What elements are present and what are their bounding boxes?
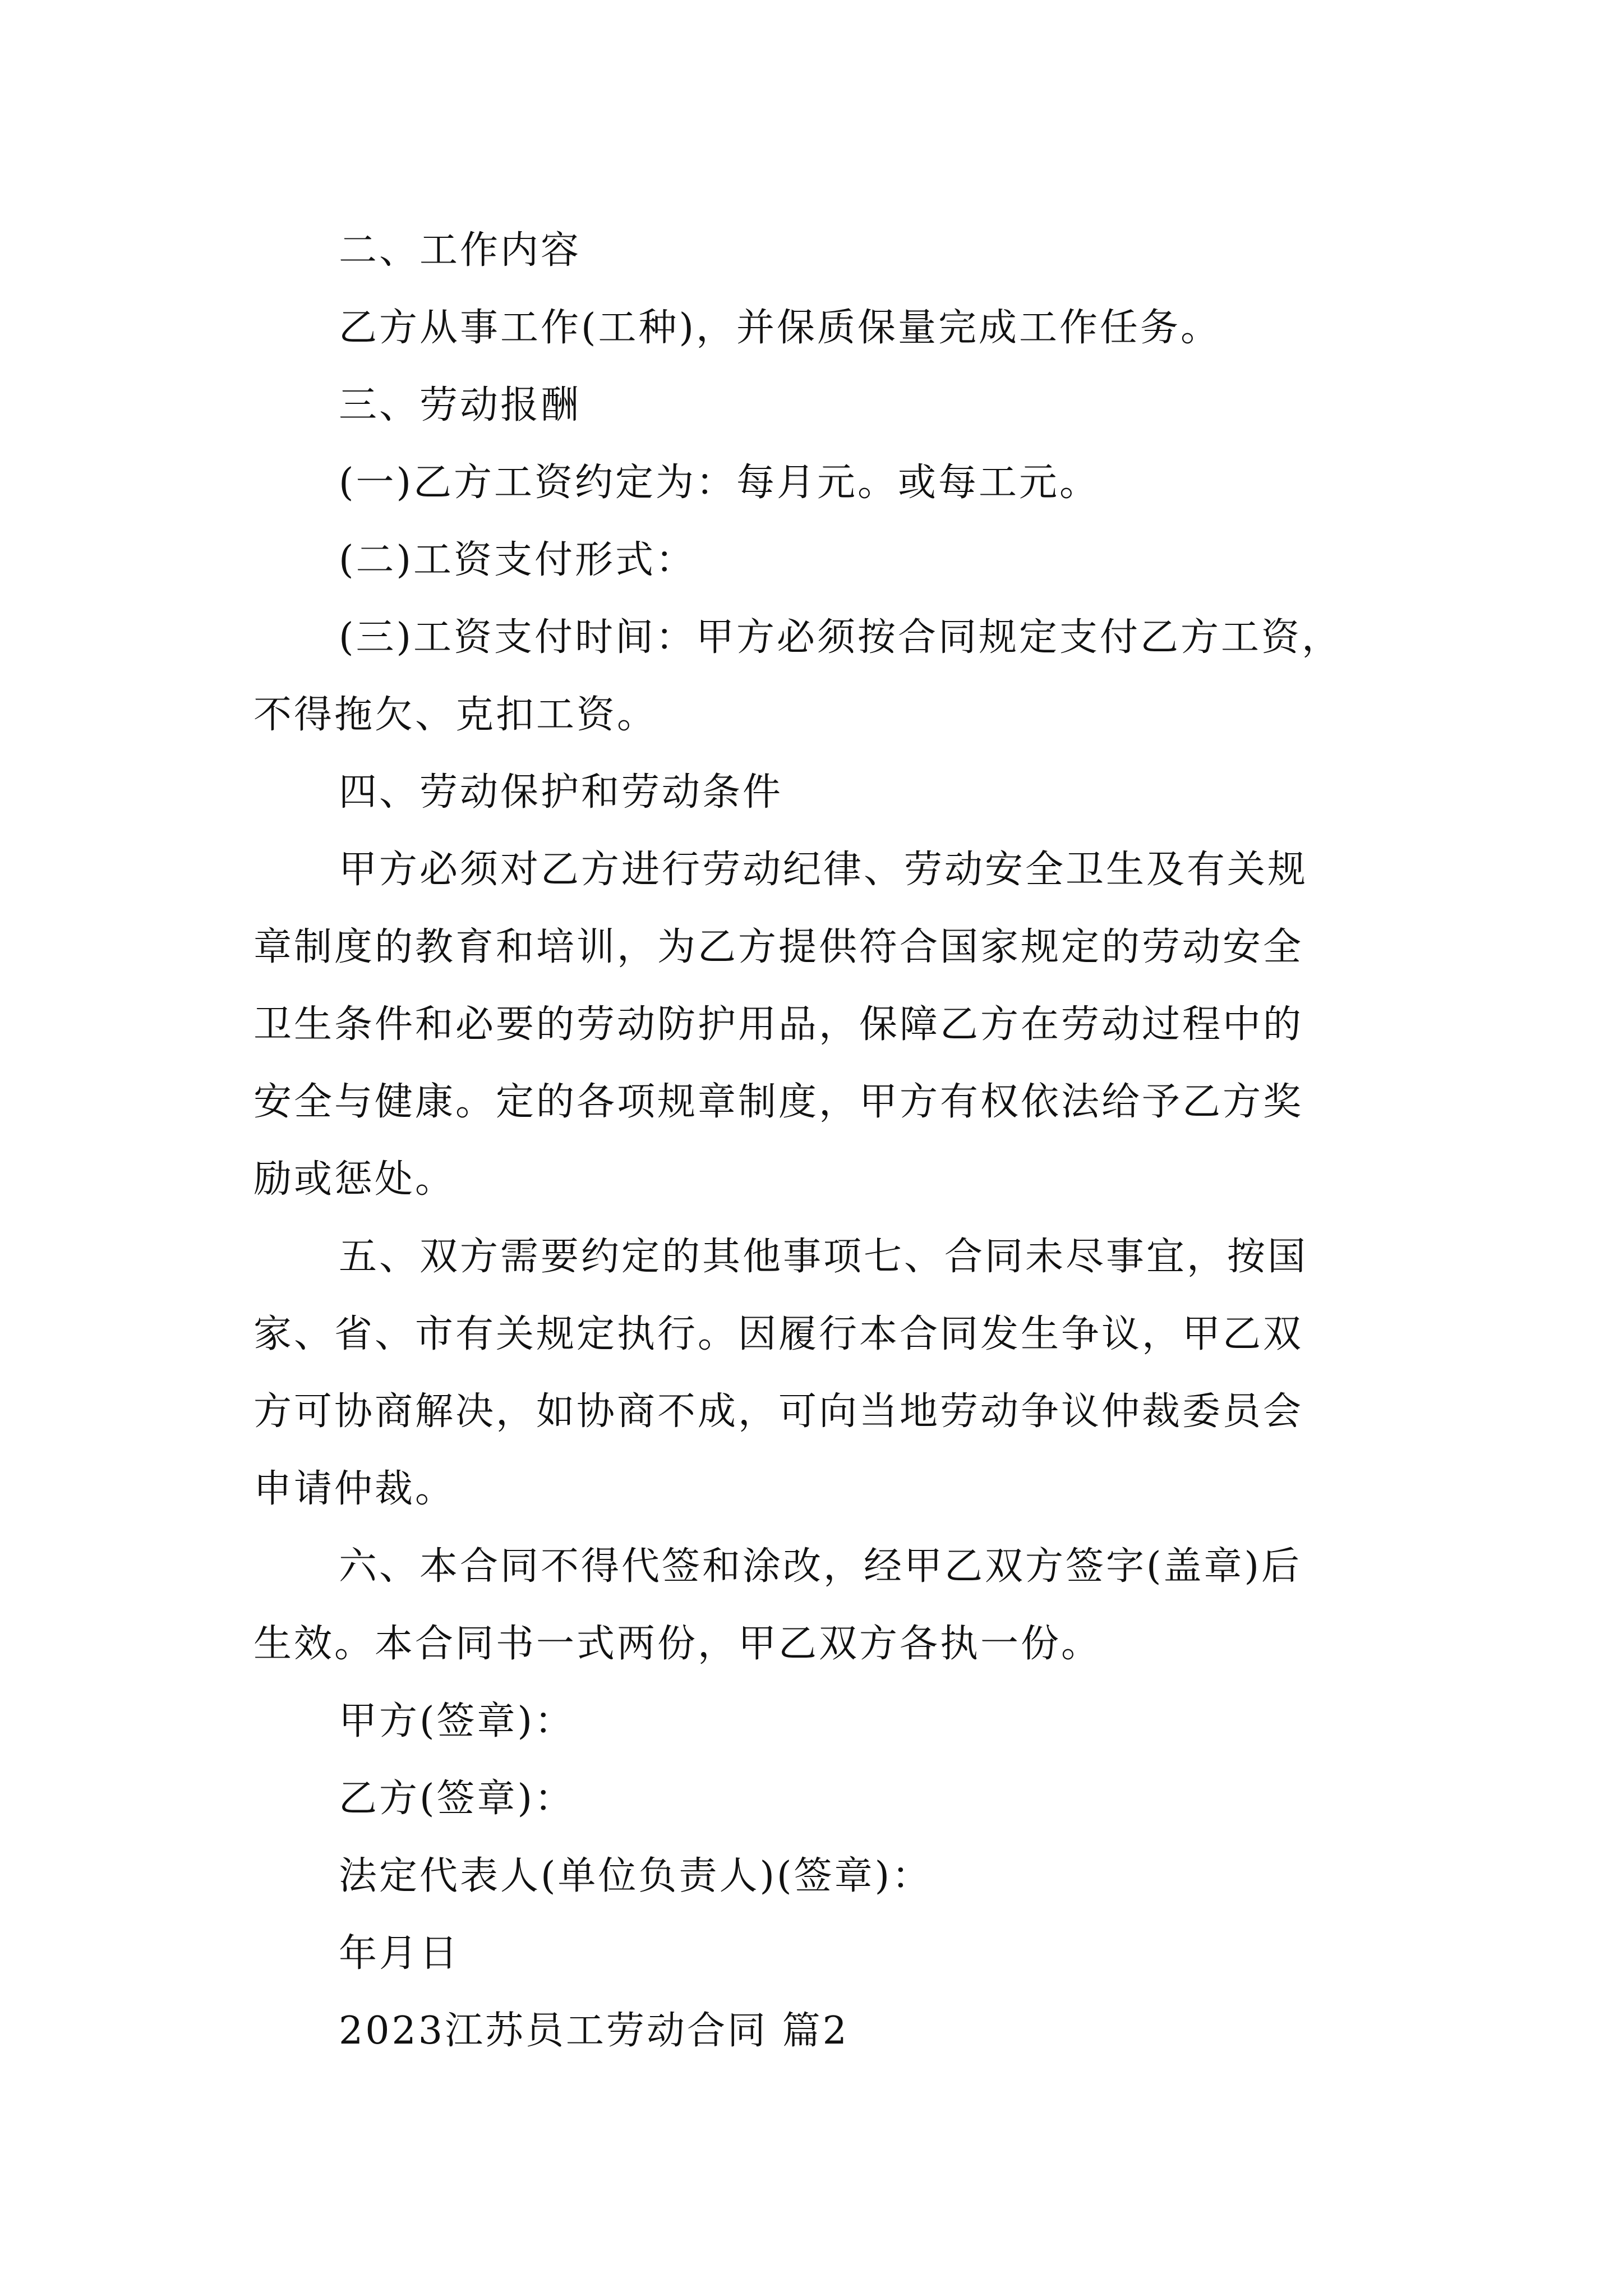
- document-line: 申请仲裁。: [253, 1467, 456, 1511]
- document-line: 乙方(签章)：: [339, 1777, 575, 1821]
- document-line: 家、省、市有关规定执行。因履行本合同发生争议，甲乙双: [253, 1312, 1304, 1356]
- document-line: 励或惩处。: [253, 1157, 456, 1202]
- document-line: 甲方必须对乙方进行劳动纪律、劳动安全卫生及有关规: [339, 848, 1308, 892]
- document-line: (三)工资支付时间：甲方必须按合同规定支付乙方工资，: [339, 615, 1343, 660]
- document-line: 二、工作内容: [339, 228, 582, 273]
- document-body: [253, 212, 1392, 2070]
- document-line: 乙方从事工作(工种)，并保质保量完成工作任务。: [339, 306, 1221, 350]
- document-line: (二)工资支付形式：: [339, 538, 697, 582]
- document-line: 六、本合同不得代签和涂改，经甲乙双方签字(盖章)后: [339, 1544, 1302, 1589]
- document-line: 年月日: [339, 1931, 460, 1976]
- document-line: 方可协商解决，如协商不成，可向当地劳动争议仲裁委员会: [253, 1389, 1304, 1434]
- document-line: 甲方(签章)：: [339, 1699, 575, 1743]
- document-line: 四、劳动保护和劳动条件: [339, 770, 783, 815]
- document-line: 五、双方需要约定的其他事项七、合同未尽事宜，按国: [339, 1235, 1308, 1279]
- document-line: (一)乙方工资约定为：每月元。或每工元。: [339, 461, 1100, 505]
- document-line: 三、劳动报酬: [339, 383, 582, 427]
- document-line: 卫生条件和必要的劳动防护用品，保障乙方在劳动过程中的: [253, 1002, 1304, 1047]
- document-line: 不得拖欠、克扣工资。: [253, 693, 658, 737]
- document-line: 2023江苏员工劳动合同 篇2: [339, 2009, 849, 2053]
- document-line: 生效。本合同书一式两份，甲乙双方各执一份。: [253, 1622, 1102, 1666]
- document-line: 法定代表人(单位负责人)(签章)：: [339, 1854, 933, 1898]
- document-line: 安全与健康。定的各项规章制度，甲方有权依法给予乙方奖: [253, 1080, 1304, 1124]
- document-line: 章制度的教育和培训，为乙方提供符合国家规定的劳动安全: [253, 925, 1304, 969]
